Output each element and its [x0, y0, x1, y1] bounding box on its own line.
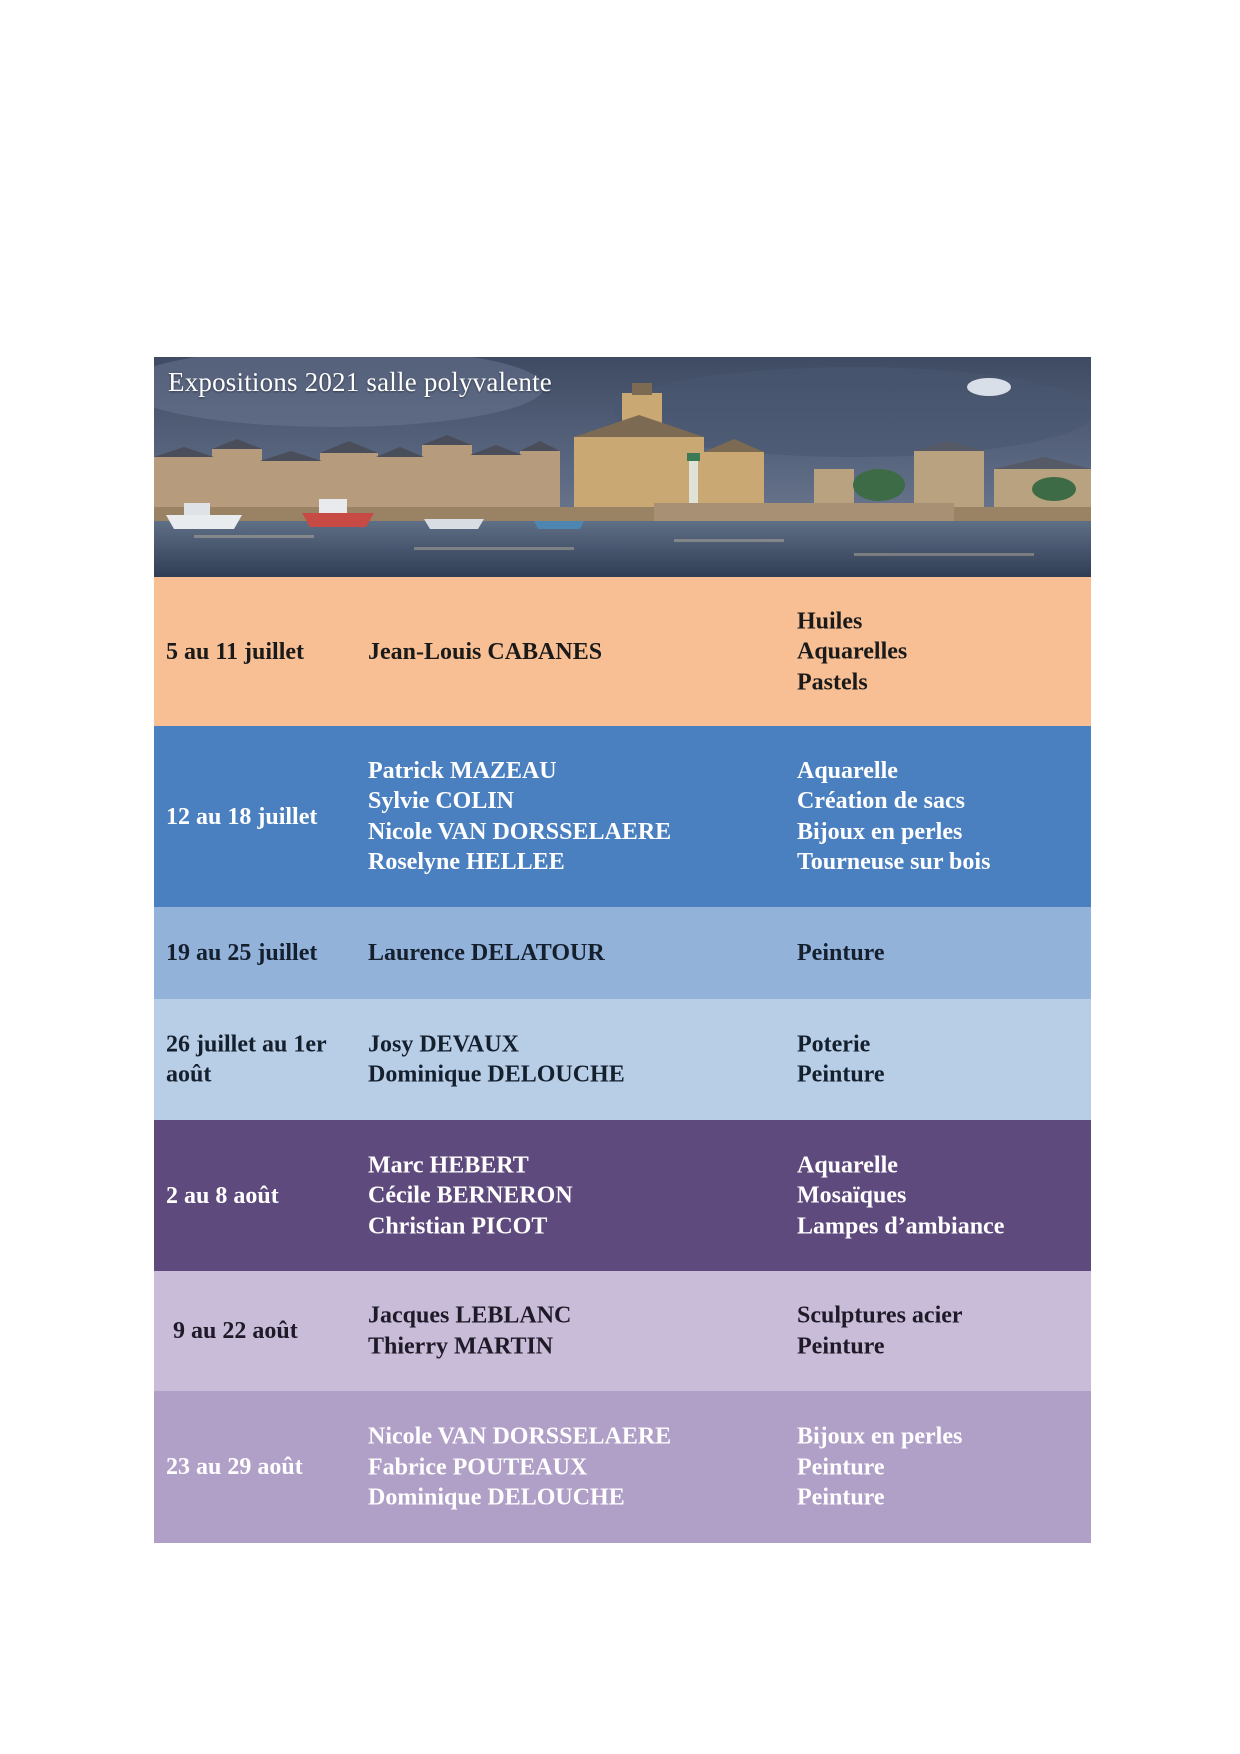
discipline: Mosaïques	[797, 1182, 907, 1209]
row-disciplines	[797, 1150, 1087, 1242]
discipline: Peinture	[797, 1333, 885, 1359]
discipline: Bijoux en perles	[797, 818, 963, 845]
row-artists	[368, 636, 788, 667]
artist-name: Jean-Louis CABANES	[368, 638, 603, 665]
row-date: 12 au 18 juillet	[166, 803, 318, 830]
discipline: Aquarelle	[797, 1151, 898, 1178]
row-artists	[368, 1150, 788, 1242]
discipline: Poterie	[797, 1031, 871, 1057]
exhibition-schedule	[154, 357, 1091, 1543]
discipline: Bijoux en perles	[797, 1423, 963, 1450]
artist-name: Dominique DELOUCHE	[368, 1061, 625, 1088]
row-date: 19 au 25 juillet	[166, 939, 318, 966]
row-disciplines	[797, 1301, 1087, 1362]
discipline: Sculptures acier	[797, 1302, 963, 1329]
row-artists	[368, 756, 788, 878]
schedule-row-1	[154, 577, 1091, 726]
schedule-row-3	[154, 907, 1091, 999]
row-artists	[368, 1029, 788, 1090]
artist-name: Sylvie COLIN	[368, 788, 515, 814]
row-date: 9 au 22 août	[173, 1317, 298, 1344]
row-disciplines	[797, 606, 1087, 698]
row-disciplines	[797, 938, 1087, 969]
artist-name: Christian PICOT	[368, 1212, 548, 1239]
row-artists	[368, 1421, 788, 1513]
discipline: Peinture	[797, 1484, 885, 1511]
row-date: 26 juillet au 1er août	[166, 1031, 327, 1088]
artist-name: Jacques LEBLANC	[368, 1302, 572, 1329]
artist-name: Nicole VAN DORSSELAERE	[368, 818, 672, 845]
row-date: 5 au 11 juillet	[166, 638, 305, 665]
schedule-row-6	[154, 1271, 1091, 1391]
row-artists	[368, 1301, 788, 1362]
discipline: Aquarelles	[797, 638, 908, 665]
artist-name: Nicole VAN DORSSELAERE	[368, 1423, 672, 1450]
schedule-row-7	[154, 1391, 1091, 1543]
schedule-row-4	[154, 999, 1091, 1120]
row-disciplines	[797, 756, 1087, 878]
artist-name: Fabrice POUTEAUX	[368, 1453, 588, 1480]
discipline: Huiles	[797, 607, 863, 634]
row-artists	[368, 938, 788, 969]
row-disciplines	[797, 1421, 1087, 1513]
discipline: Lampes d’ambiance	[797, 1212, 1005, 1239]
artist-name: Cécile BERNERON	[368, 1182, 573, 1209]
discipline: Tourneuse sur bois	[797, 849, 991, 875]
discipline: Pastels	[797, 668, 868, 695]
row-date: 2 au 8 août	[166, 1182, 279, 1209]
discipline: Peinture	[797, 1453, 885, 1480]
schedule-row-2	[154, 726, 1091, 907]
discipline: Peinture	[797, 939, 885, 966]
artist-name: Dominique DELOUCHE	[368, 1484, 625, 1511]
artist-name: Thierry MARTIN	[368, 1333, 554, 1359]
discipline: Peinture	[797, 1061, 885, 1088]
schedule-row-5	[154, 1120, 1091, 1271]
artist-name: Roselyne HELLEE	[368, 849, 565, 875]
artist-name: Laurence DELATOUR	[368, 939, 605, 966]
discipline: Aquarelle	[797, 757, 898, 784]
banner-title: Expositions 2021 salle polyvalente	[168, 367, 552, 397]
artist-name: Marc HEBERT	[368, 1151, 529, 1178]
discipline: Création de sacs	[797, 788, 965, 814]
row-disciplines	[797, 1029, 1087, 1090]
artist-name: Patrick MAZEAU	[368, 757, 557, 784]
harbor-banner	[154, 357, 1091, 577]
row-date: 23 au 29 août	[166, 1453, 303, 1480]
artist-name: Josy DEVAUX	[368, 1031, 519, 1057]
